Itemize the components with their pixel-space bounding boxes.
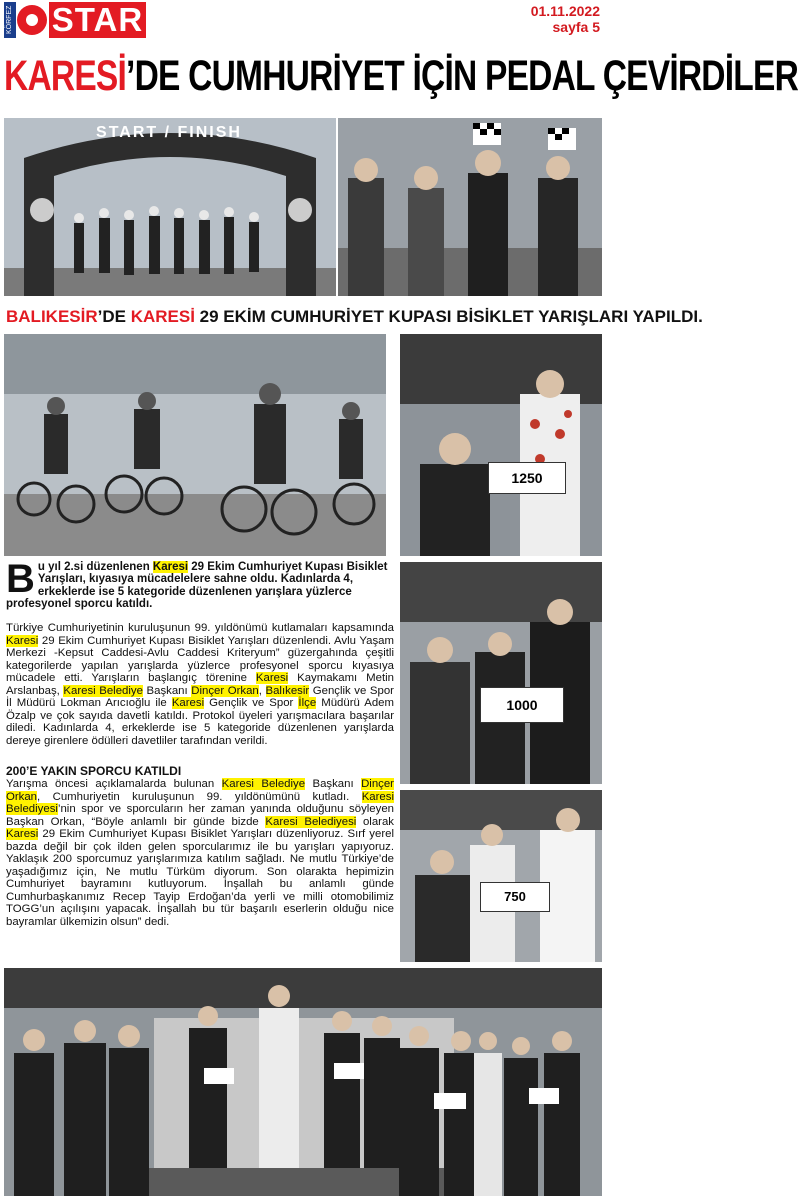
paragraph-text: Gençlik ve Spor İl Müdürü Lokman Arıcıoğlu ile bbox=[6, 684, 394, 709]
highlight-karesi-belediyesi: Karesi Belediyesi bbox=[6, 790, 394, 815]
headline-rest: ’DE CUMHURİYET İÇİN PEDAL ÇEVİRDİLER bbox=[126, 52, 798, 100]
photo-podium-1250 bbox=[400, 334, 602, 556]
issue-date-block bbox=[531, 3, 600, 35]
subheadline bbox=[6, 302, 703, 332]
photo-podium-1000 bbox=[400, 562, 602, 784]
paragraph-text: Başkanı bbox=[305, 778, 362, 790]
paragraph-text: Kaymakamı Metin Arslanbaş, bbox=[6, 672, 394, 697]
highlight-ilce: İlçe bbox=[298, 697, 317, 709]
photo-start-finish bbox=[4, 118, 336, 296]
photo-podium-750 bbox=[400, 790, 602, 962]
subheadline-suffix: ’DE bbox=[97, 307, 131, 326]
highlight-karesi: Karesi bbox=[171, 697, 205, 709]
article-lead bbox=[6, 557, 394, 611]
paragraph-text: , bbox=[258, 684, 266, 697]
paragraph-text: ’nin spor ve sporcuların her zaman yanında olduğunu söyleyen Başkan Orkan, “Böyle anlamlı bir günde bizde bbox=[6, 803, 394, 828]
headline-highlight: KARESİ bbox=[4, 52, 127, 100]
paragraph-text: Gençlik ve Spor bbox=[204, 697, 299, 709]
highlight-karesi: Karesi bbox=[255, 672, 289, 684]
page-number: sayfa 5 bbox=[552, 19, 600, 35]
photo-cyclists-race bbox=[4, 334, 386, 556]
photo-officials-flags bbox=[338, 118, 602, 296]
headline bbox=[4, 44, 798, 108]
paragraph-text: Türkiye Cumhuriyetinin kuruluşunun 99. yıldönümü kutlamaları kapsamında bbox=[6, 622, 394, 634]
logo-ball-icon bbox=[17, 5, 47, 35]
start-finish-banner-text: START / FINISH bbox=[96, 124, 242, 141]
highlight-karesi-belediye: Karesi Belediye bbox=[221, 778, 306, 790]
paragraph-text: Yarışma öncesi açıklamalarda bulunan bbox=[6, 778, 222, 790]
article-paragraph-2 bbox=[6, 778, 394, 928]
highlight-dincer-orkan: Dinçer Orkan bbox=[6, 778, 394, 803]
paragraph-text: 29 Ekim Cumhuriyet Kupası Bisiklet Yarışları düzenlendi. Avlu Yaşam Merkezi -Kepsut Caddesi-Avlu Caddesi Kriteryum” güzergahında çeşitli kategorilerde yapılan yarışlarda yüzlerce profesyonel sporcu kıyasıya mücadele etti. Yarışların başlangıç törenine bbox=[6, 634, 394, 684]
cheque-1000: 1000 bbox=[480, 687, 564, 723]
paragraph-text: Müdürü Adem Özalp ve çok sayıda davetli katıldı. Protokol üyeleri yarışmacılara başarılar diledi. Kadınlarda 4, erkeklerde ise 5 kategoride düzenlenen yarışlarda dereye girenlere ödülleri davetliler tarafından verildi. bbox=[6, 697, 395, 747]
subheadline-city: BALIKESİR bbox=[6, 307, 98, 326]
paragraph-text: olarak bbox=[356, 815, 394, 828]
cheque-1250: 1250 bbox=[488, 462, 566, 494]
cheque-750: 750 bbox=[480, 882, 550, 912]
section-title: 200’E YAKIN SPORCU KATILDI bbox=[6, 764, 182, 778]
highlight-karesi-belediye: Karesi Belediye bbox=[63, 684, 143, 697]
article-paragraph-1 bbox=[6, 622, 394, 747]
lead-text: u yıl 2.si düzenlenen bbox=[37, 561, 153, 573]
paragraph-text: , Cumhuriyetin kuruluşunun 99. yıldönümünü kutladı. bbox=[37, 790, 362, 803]
photo-award-ceremony-group bbox=[4, 968, 602, 1196]
highlight-karesi: Karesi bbox=[6, 634, 39, 647]
newspaper-logo bbox=[4, 2, 146, 38]
subheadline-district: KARESİ bbox=[130, 307, 195, 326]
logo-side-text: KÖRFEZ bbox=[4, 2, 16, 38]
logo-wordmark: STAR bbox=[49, 2, 146, 38]
highlight-dincer-orkan: Dinçer Orkan bbox=[191, 684, 259, 697]
highlight-karesi-belediyesi: Karesi Belediyesi bbox=[265, 815, 357, 828]
lead-text: 29 Ekim Cumhuriyet Kupası Bisiklet Yarışları, kıyasıya mücadelelere sahne oldu. Kadınlarda 4, erkeklerde ise 5 kategoride düzenlenen yarışlara yüzlerce profesyonel sporcu katıldı. bbox=[6, 561, 388, 611]
highlight-karesi: Karesi bbox=[6, 828, 39, 840]
paragraph-text: Başkanı bbox=[142, 684, 192, 697]
drop-cap: B bbox=[6, 557, 35, 601]
paragraph-text: 29 Ekim Cumhuriyet Kupası Bisiklet Yarışları düzenliyoruz. Sırf yerel bazda değil bir çok ilden gelen sporcularımız ile bu yarışları yapıyoruz. Yaklaşık 200 sporcumuz yarışlarımıza katılım sağladı. Ne mutlu Türkiye’de yaşadığımız için, Ne mutlu Türküm diyorum. Son olarakta hepimizin Cumhuriyet bayramını kutluyorum. İnşallah bu anlamlı günde Cumhurbaşkanımız Recep Tayip Erdoğan’da yerli ve milli otomobilimiz TOGG’un açılışını yapacak. İnşallah bu tür başarılı eserlerin olduğu nice bayramlar ülkemizin olsun” dedi. bbox=[6, 828, 394, 928]
highlight-balikesir: Balıkesir bbox=[265, 684, 310, 697]
issue-date: 01.11.2022 bbox=[530, 3, 600, 19]
highlight-karesi: Karesi bbox=[152, 561, 189, 573]
subheadline-rest: 29 EKİM CUMHURİYET KUPASI BİSİKLET YARIŞLARI YAPILDI. bbox=[194, 307, 703, 326]
